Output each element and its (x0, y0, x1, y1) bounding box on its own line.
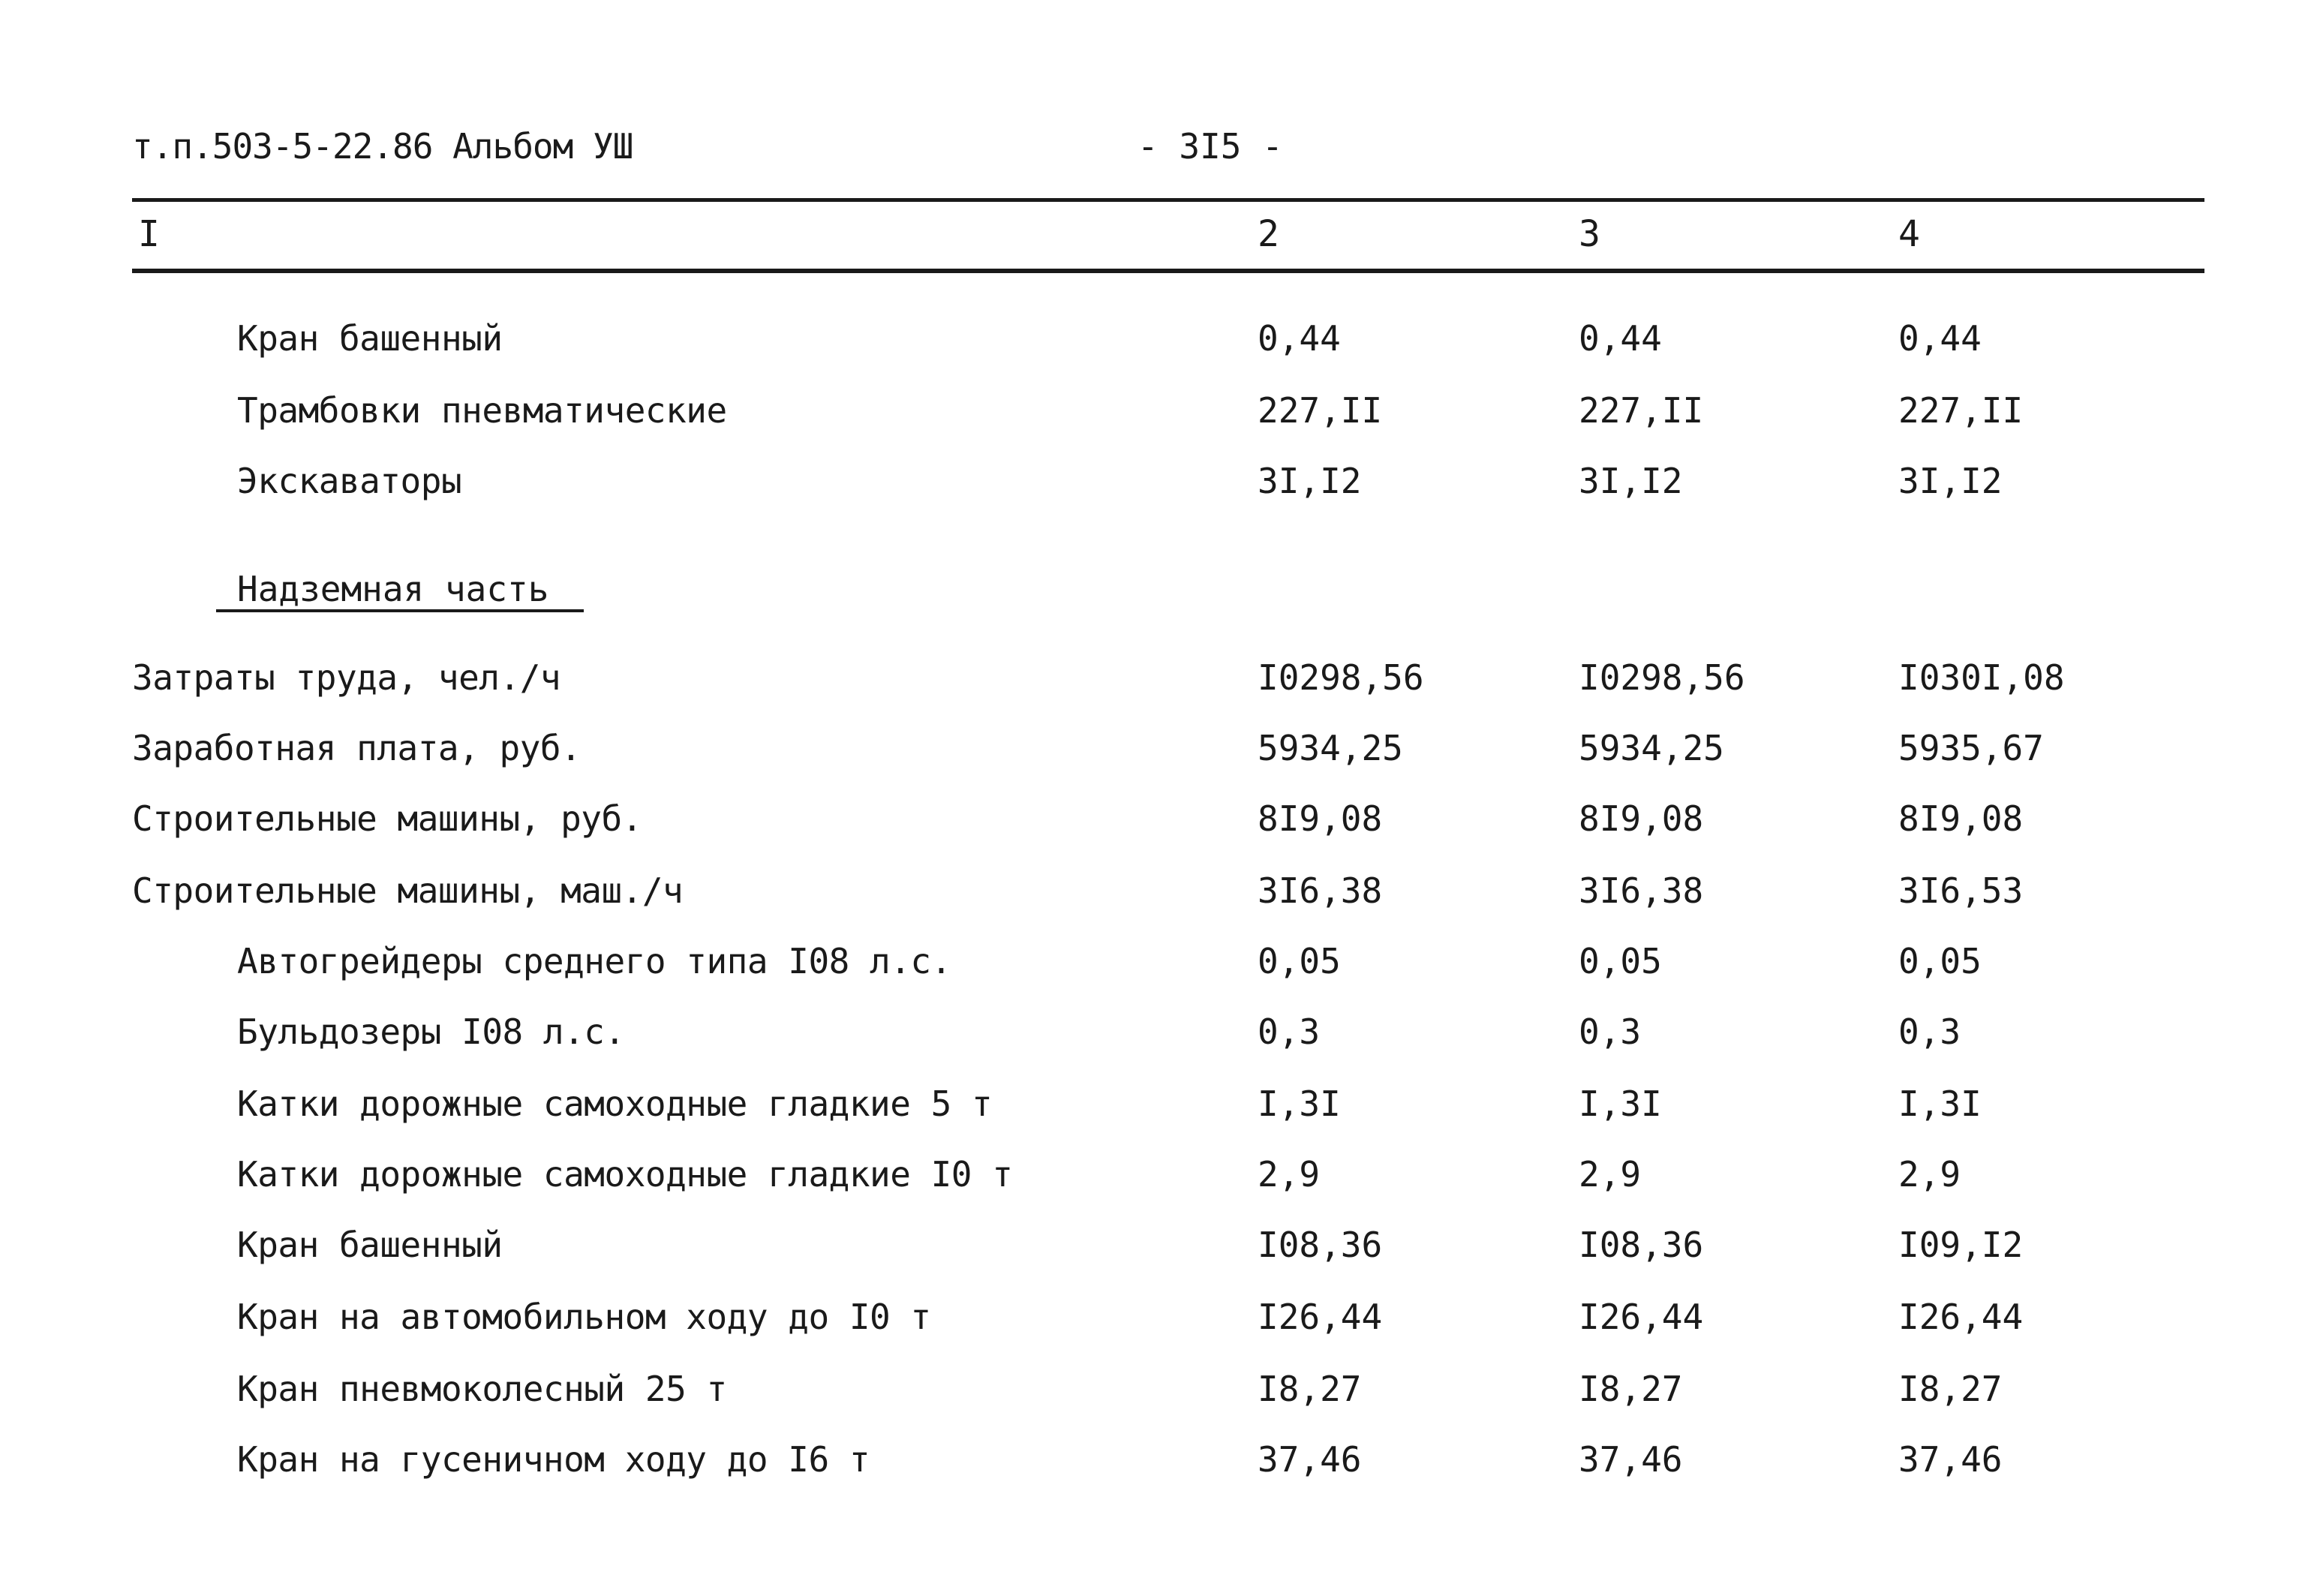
row-value-col3: 2,9 (1579, 1154, 1642, 1195)
row-value-col4: 0,3 (1898, 1011, 1961, 1052)
row-value-col4: I,3I (1898, 1084, 1982, 1124)
row-value-col3: I8,27 (1579, 1369, 1683, 1409)
row-value-col2: 0,05 (1258, 941, 1341, 981)
table-row (0, 1297, 2305, 1342)
column-header-2: 2 (1258, 213, 1279, 255)
row-label: Строительные машины, руб. (132, 798, 642, 839)
row-value-col4: I030I,08 (1898, 657, 2065, 698)
row-value-col4: I8,27 (1898, 1369, 2003, 1409)
row-value-col2: I0298,56 (1258, 657, 1424, 698)
row-label: Кран башенный (237, 1225, 503, 1265)
row-value-col4: 8I9,08 (1898, 798, 2024, 839)
table-row (0, 461, 2305, 506)
row-value-col3: 227,II (1579, 390, 1704, 431)
column-header-4: 4 (1898, 213, 1920, 255)
row-value-col2: 2,9 (1258, 1154, 1321, 1195)
row-value-col3: 5934,25 (1579, 728, 1724, 768)
row-value-col3: 8I9,08 (1579, 798, 1704, 839)
row-label: Экскаваторы (237, 461, 462, 501)
row-value-col4: 3I6,53 (1898, 870, 2024, 911)
row-value-col4: I26,44 (1898, 1297, 2024, 1337)
row-label: Кран на автомобильном ходу до I0 т (237, 1297, 931, 1337)
row-value-col4: 37,46 (1898, 1439, 2003, 1480)
section-title-underline (216, 609, 584, 612)
row-label: Катки дорожные самоходные гладкие 5 т (237, 1084, 993, 1124)
table-row (0, 798, 2305, 843)
table-row (0, 1084, 2305, 1129)
row-label: Кран на гусеничном ходу до I6 т (237, 1439, 870, 1480)
table-row (0, 1439, 2305, 1484)
table-top-rule (132, 198, 2204, 202)
row-value-col2: 0,3 (1258, 1011, 1321, 1052)
row-value-col4: 5935,67 (1898, 728, 2044, 768)
row-value-col3: I26,44 (1579, 1297, 1704, 1337)
row-label: Трамбовки пневматические (237, 390, 727, 431)
row-value-col4: 3I,I2 (1898, 461, 2003, 501)
row-value-col2: I8,27 (1258, 1369, 1362, 1409)
row-label: Бульдозеры I08 л.с. (237, 1011, 625, 1052)
row-value-col2: 3I6,38 (1258, 870, 1383, 911)
row-value-col2: I,3I (1258, 1084, 1341, 1124)
row-value-col2: 37,46 (1258, 1439, 1362, 1480)
table-row (0, 1225, 2305, 1270)
row-value-col2: 3I,I2 (1258, 461, 1362, 501)
row-value-col3: I0298,56 (1579, 657, 1745, 698)
row-value-col4: I09,I2 (1898, 1225, 2024, 1265)
document-reference: т.п.503-5-22.86 Альбом УШ (132, 126, 633, 167)
row-label: Катки дорожные самоходные гладкие I0 т (237, 1154, 1013, 1195)
table-row (0, 657, 2305, 702)
row-value-col2: 8I9,08 (1258, 798, 1383, 839)
row-label: Строительные машины, маш./ч (132, 870, 684, 911)
row-value-col4: 0,44 (1898, 318, 1982, 359)
row-label: Затраты труда, чел./ч (132, 657, 561, 698)
table-row (0, 1154, 2305, 1199)
row-value-col4: 2,9 (1898, 1154, 1961, 1195)
row-value-col3: 3I,I2 (1579, 461, 1683, 501)
row-value-col2: I26,44 (1258, 1297, 1383, 1337)
section-title: Надземная часть (237, 569, 549, 609)
row-value-col3: 37,46 (1579, 1439, 1683, 1480)
row-label: Автогрейдеры среднего типа I08 л.с. (237, 941, 951, 981)
table-row (0, 941, 2305, 986)
row-value-col3: I08,36 (1579, 1225, 1704, 1265)
row-value-col3: 0,3 (1579, 1011, 1642, 1052)
table-row (0, 870, 2305, 915)
row-label: Заработная плата, руб. (132, 728, 582, 768)
page-number: - 3I5 - (1137, 126, 1283, 167)
column-header-3: 3 (1579, 213, 1600, 255)
row-value-col2: 227,II (1258, 390, 1383, 431)
row-value-col3: 0,05 (1579, 941, 1662, 981)
row-value-col2: 5934,25 (1258, 728, 1403, 768)
column-header-1: I (138, 213, 160, 255)
table-row (0, 390, 2305, 435)
table-row (0, 318, 2305, 363)
row-value-col3: 0,44 (1579, 318, 1662, 359)
row-value-col3: 3I6,38 (1579, 870, 1704, 911)
table-header-rule (132, 269, 2204, 273)
row-value-col4: 0,05 (1898, 941, 1982, 981)
row-label: Кран пневмоколесный 25 т (237, 1369, 727, 1409)
row-value-col2: I08,36 (1258, 1225, 1383, 1265)
row-value-col4: 227,II (1898, 390, 2024, 431)
row-value-col3: I,3I (1579, 1084, 1662, 1124)
row-value-col2: 0,44 (1258, 318, 1341, 359)
row-label: Кран башенный (237, 318, 503, 359)
table-row (0, 1369, 2305, 1414)
table-row (0, 728, 2305, 773)
table-row (0, 1011, 2305, 1056)
